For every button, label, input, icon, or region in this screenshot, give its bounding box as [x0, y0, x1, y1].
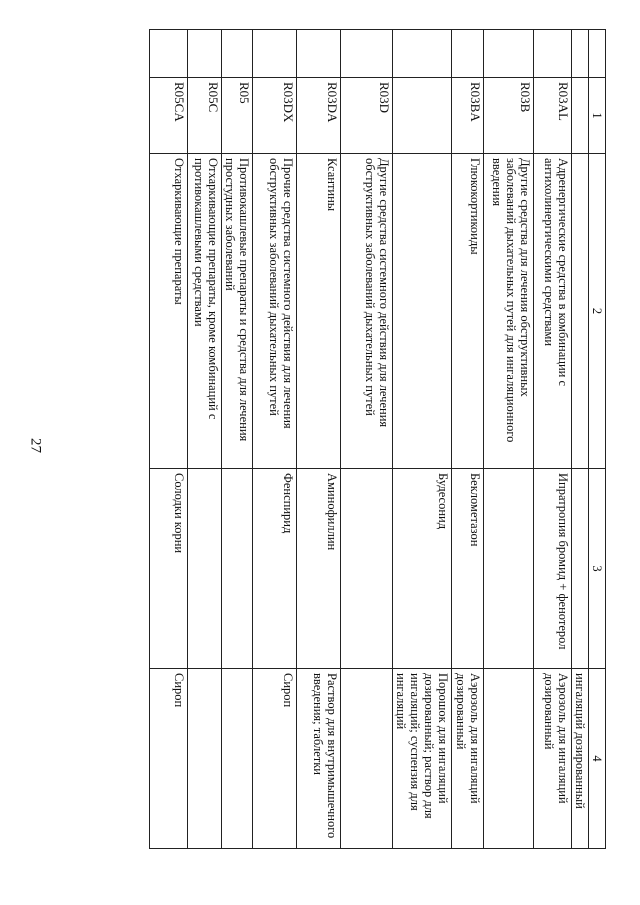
table-row: [297, 30, 341, 849]
drug-cell: Солодки корни: [150, 469, 188, 669]
code-cell: R03BA: [452, 78, 484, 154]
code-cell: R05CA: [150, 78, 188, 154]
form-cell: Сироп: [253, 669, 297, 849]
name-cell: Прочие средства системного действия для лечения обструктивных заболеваний дыхательных путей: [253, 154, 297, 469]
blank-cell: [253, 30, 297, 78]
drug-cell: [484, 469, 534, 669]
code-cell: [393, 78, 452, 154]
table-row: [341, 30, 393, 849]
table-row: [452, 30, 484, 849]
drug-cell: [222, 469, 253, 669]
column-header-3: 3: [589, 469, 606, 669]
blank-cell: [222, 30, 253, 78]
name-cell: Отхаркивающие препараты: [150, 154, 188, 469]
form-cell: Раствор для внутримышечного введения; таблетки: [297, 669, 341, 849]
drug-cell: [572, 469, 589, 669]
drug-cell: [188, 469, 222, 669]
form-cell: ингаляций дозированный: [572, 669, 589, 849]
table-row: [150, 30, 188, 849]
name-cell: Глюкокортикоиды: [452, 154, 484, 469]
code-cell: R03DX: [253, 78, 297, 154]
column-header-1: 1: [589, 78, 606, 154]
code-cell: R03AL: [534, 78, 572, 154]
header-row: [589, 30, 606, 849]
blank-cell: [297, 30, 341, 78]
blank-cell: [150, 30, 188, 78]
code-cell: R05: [222, 78, 253, 154]
table-row: [534, 30, 572, 849]
name-cell: Ксантины: [297, 154, 341, 469]
table-row: [484, 30, 534, 849]
page-number: 27: [27, 438, 44, 453]
drug-cell: Аминофиллин: [297, 469, 341, 669]
table-row: [253, 30, 297, 849]
form-cell: Сироп: [150, 669, 188, 849]
drug-cell: Будесонид: [393, 469, 452, 669]
blank-header: [589, 30, 606, 78]
drug-cell: Фенспирид: [253, 469, 297, 669]
drug-table: [149, 29, 606, 849]
blank-cell: [484, 30, 534, 78]
table-body: [150, 30, 589, 849]
name-cell: Отхаркивающие препараты, кроме комбинаций с противокашлевыми средствами: [188, 154, 222, 469]
code-cell: R05C: [188, 78, 222, 154]
column-header-4: 4: [589, 669, 606, 849]
document-sheet: [50, 29, 606, 849]
code-cell: R03B: [484, 78, 534, 154]
table-row: [393, 30, 452, 849]
name-cell: [572, 154, 589, 469]
name-cell: Другие средства системного действия для лечения обструктивных заболеваний дыхательных путей: [341, 154, 393, 469]
name-cell: Другие средства для лечения обструктивных заболеваний дыхательных путей для ингаляционного введения: [484, 154, 534, 469]
drug-cell: Беклометазон: [452, 469, 484, 669]
drug-cell: [341, 469, 393, 669]
name-cell: Адренергические средства в комбинации с антихолинергическими средствами: [534, 154, 572, 469]
form-cell: [222, 669, 253, 849]
column-header-2: 2: [589, 154, 606, 469]
form-cell: Аэрозоль для ингаляций дозированный: [534, 669, 572, 849]
form-cell: [484, 669, 534, 849]
table-row: [222, 30, 253, 849]
name-cell: Противокашлевые препараты и средства для лечения простудных заболеваний: [222, 154, 253, 469]
code-cell: R03DA: [297, 78, 341, 154]
table-row: [188, 30, 222, 849]
blank-cell: [341, 30, 393, 78]
form-cell: [188, 669, 222, 849]
form-cell: Порошок для ингаляций дозированный; раствор для ингаляций; суспензия для ингаляций: [393, 669, 452, 849]
drug-cell: Ипратропия бромид + фенотерол: [534, 469, 572, 669]
blank-cell: [572, 30, 589, 78]
name-cell: [393, 154, 452, 469]
blank-cell: [452, 30, 484, 78]
blank-cell: [534, 30, 572, 78]
code-cell: R03D: [341, 78, 393, 154]
blank-cell: [393, 30, 452, 78]
form-cell: Аэрозоль для ингаляций дозированный: [452, 669, 484, 849]
form-cell: [341, 669, 393, 849]
table-row: [572, 30, 589, 849]
blank-cell: [188, 30, 222, 78]
code-cell: [572, 78, 589, 154]
